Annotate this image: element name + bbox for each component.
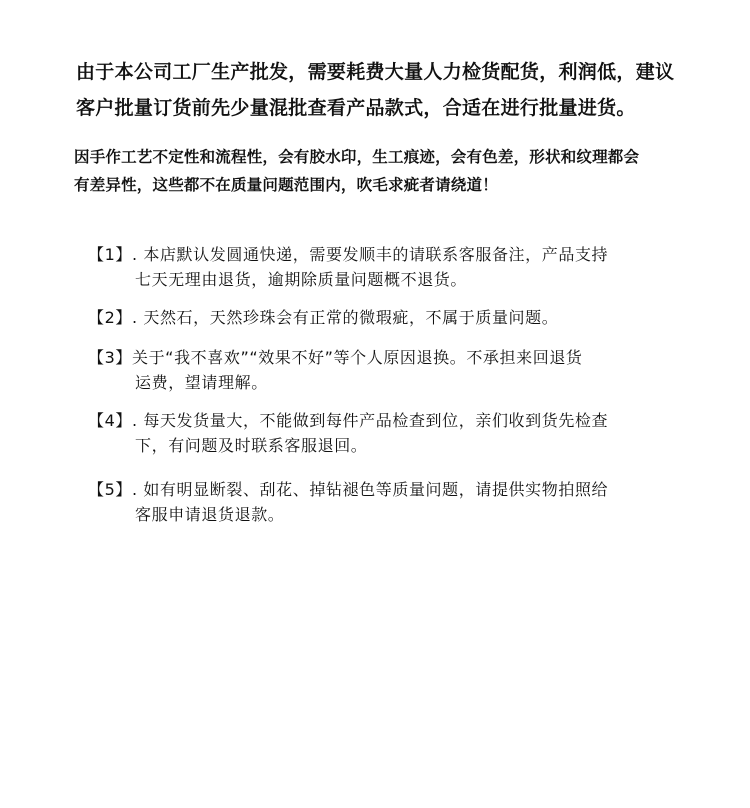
wholesale-notice: [76, 54, 716, 126]
policy-item-3-line-2: 运费，望请理解。: [135, 373, 268, 392]
handmade-disclaimer-line-2: 有差异性，这些都不在质量问题范围内，吹毛求疵者请绕道！: [74, 176, 498, 194]
handmade-disclaimer: [74, 143, 714, 199]
wholesale-notice-line-2: 客户批量订货前先少量混批查看产品款式，合适在进行批量进货。: [76, 97, 636, 119]
policy-item-2-line-1: 【2】. 天然石，天然珍珠会有正常的微瑕疵，不属于质量问题。: [88, 308, 559, 327]
return-policy-list: [88, 242, 708, 527]
policy-item-5-line-2: 客服申请退货退款。: [135, 505, 285, 524]
policy-item-1-line-1: 【1】. 本店默认发圆通快递，需要发顺丰的请联系客服备注，产品支持: [88, 245, 609, 264]
policy-item-3-line-1: 【3】关于“我不喜欢”“效果不好”等个人原因退换。不承担来回退货: [88, 348, 583, 367]
policy-item-4-line-1: 【4】. 每天发货量大，不能做到每件产品检查到位，亲们收到货先检查: [88, 411, 609, 430]
policy-item-5: [88, 477, 708, 527]
handmade-disclaimer-line-1: 因手作工艺不定性和流程性，会有胶水印，生工痕迹，会有色差，形状和纹理都会: [74, 148, 640, 166]
policy-item-4: [88, 408, 708, 458]
policy-item-1: [88, 242, 708, 292]
policy-item-5-line-1: 【5】. 如有明显断裂、刮花、掉钻褪色等质量问题，请提供实物拍照给: [88, 480, 609, 499]
policy-item-4-line-2: 下，有问题及时联系客服退回。: [135, 436, 368, 455]
wholesale-notice-line-1: 由于本公司工厂生产批发，需要耗费大量人力检货配货，利润低，建议: [76, 61, 675, 83]
policy-item-3: [88, 345, 708, 395]
policy-item-1-line-2: 七天无理由退货，逾期除质量问题概不退货。: [135, 270, 468, 289]
policy-item-2: [88, 305, 708, 330]
